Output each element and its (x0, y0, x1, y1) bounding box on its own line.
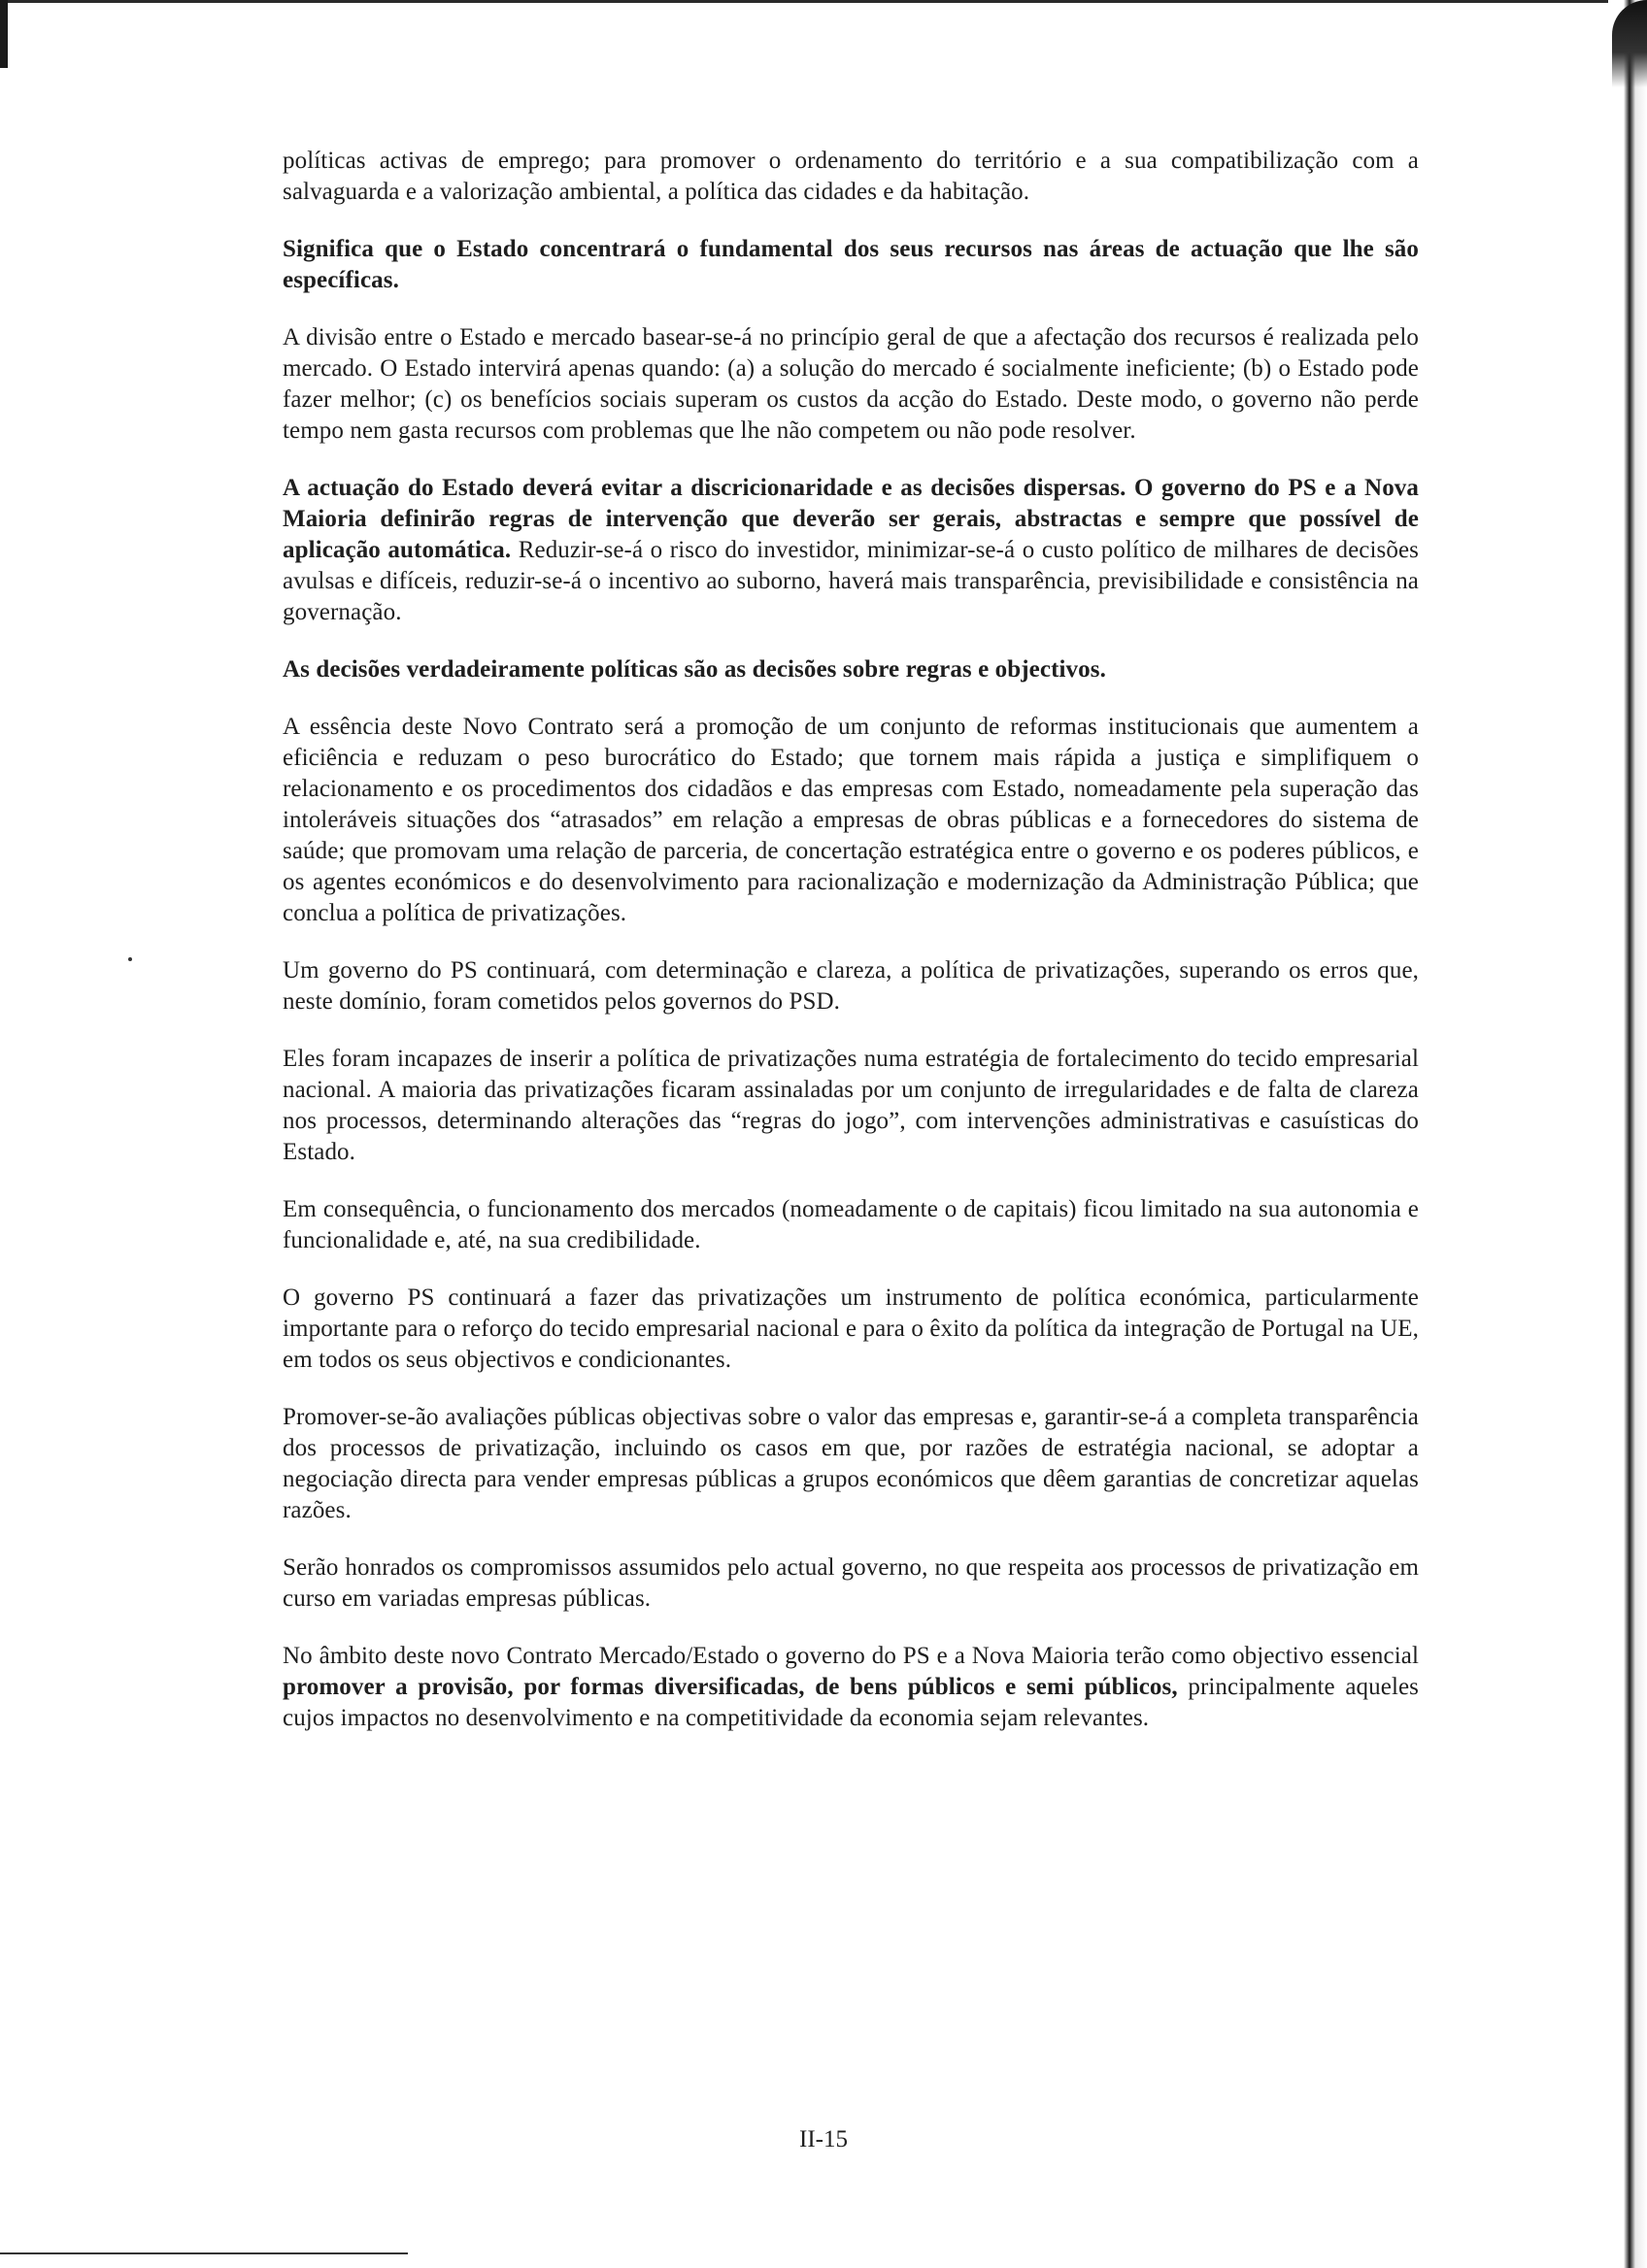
paragraph-5 (283, 654, 1419, 685)
paragraph-12 (283, 1552, 1419, 1615)
paragraph-8 (283, 1044, 1419, 1168)
paragraph-13 (283, 1641, 1419, 1734)
paragraph-3-text: A divisão entre o Estado e mercado basear-se-á no princípio geral de que a afectação dos recursos é realizada pelo mercado. O Estado intervirá apenas quando: (a) a solução do mercado é socialmente ineficiente; (b) o Estado pode fazer melhor; (c) os benefícios sociais superam os custos da acção do Estado. Deste modo, o governo não perde tempo nem gasta recursos com problemas que lhe não competem ou não pode resolver. (283, 324, 1419, 444)
paragraph-13-text-a: No âmbito deste novo Contrato Mercado/Estado o governo do PS e a Nova Maioria terão como objectivo essencial (283, 1643, 1419, 1669)
paragraph-8-text: Eles foram incapazes de inserir a política de privatizações numa estratégia de fortalecimento do tecido empresarial nacional. A maioria das privatizações ficaram assinaladas por um conjunto de irregularidades e de falta de clareza nos processos, determinando alterações das “regras do jogo”, com intervenções administrativas e casuísticas do Estado. (283, 1046, 1419, 1165)
paragraph-11 (283, 1402, 1419, 1526)
paragraph-3 (283, 322, 1419, 447)
paragraph-5-text: As decisões verdadeiramente políticas são as decisões sobre regras e objectivos. (283, 656, 1106, 683)
scan-edge-right (1608, 0, 1647, 2268)
scan-edge-bottom (0, 2252, 408, 2254)
document-body (283, 146, 1419, 1760)
page-number: II-15 (799, 2126, 848, 2152)
paragraph-13-bold-text: promover a provisão, por formas diversificadas, de bens públicos e semi públicos, (283, 1674, 1178, 1700)
scan-edge-top (0, 0, 1647, 8)
paragraph-2 (283, 234, 1419, 296)
paragraph-12-text: Serão honrados os compromissos assumidos pelo actual governo, no que respeita aos processos de privatização em curso em variadas empresas públicas. (283, 1554, 1419, 1612)
stray-mark (128, 957, 132, 961)
paragraph-1-text: políticas activas de emprego; para promover o ordenamento do território e a sua compatibilização com a salvaguarda e a valorização ambiental, a política das cidades e da habitação. (283, 148, 1419, 205)
paragraph-2-text: Significa que o Estado concentrará o fundamental dos seus recursos nas áreas de actuação que lhe são específicas. (283, 236, 1419, 293)
paragraph-11-text: Promover-se-ão avaliações públicas objectivas sobre o valor das empresas e, garantir-se-á a completa transparência dos processos de privatização, incluindo os casos em que, por razões de estratégia nacional, se adoptar a negociação directa para vender empresas públicas a grupos económicos que dêem garantias de concretizar aquelas razões. (283, 1404, 1419, 1523)
paragraph-7 (283, 955, 1419, 1017)
paragraph-1 (283, 146, 1419, 208)
scan-corner-top-left (0, 0, 8, 68)
paragraph-6-text: A essência deste Novo Contrato será a promoção de um conjunto de reformas institucionais que aumentem a eficiência e reduzam o peso burocrático do Estado; que tornem mais rápida a justiça e simplifiquem o relacionamento e os procedimentos dos cidadãos e das empresas com Estado, nomeadamente pela superação das intoleráveis situações dos “atrasados” em relação a empresas de obras públicas e a fornecedores do sistema de saúde; que promovam uma relação de parceria, de concertação estratégica entre o governo e os poderes públicos, e os agentes económicos e do desenvolvimento para racionalização e modernização da Administração Pública; que conclua a política de privatizações. (283, 714, 1419, 926)
paragraph-7-text: Um governo do PS continuará, com determinação e clareza, a política de privatizações, superando os erros que, neste domínio, foram cometidos pelos governos do PSD. (283, 957, 1419, 1015)
paragraph-4 (283, 473, 1419, 628)
paragraph-10 (283, 1283, 1419, 1376)
paragraph-4-text: Reduzir-se-á o risco do investidor, minimizar-se-á o custo político de milhares de decisões avulsas e difíceis, reduzir-se-á o incentivo ao suborno, haverá mais transparência, previsibilidade e consistência na governação. (283, 537, 1419, 625)
paragraph-13-text-b: principalmente aqueles cujos impactos no desenvolvimento e na competitividade da economia sejam relevantes. (283, 1674, 1420, 1731)
paragraph-9 (283, 1194, 1419, 1256)
paragraph-10-text: O governo PS continuará a fazer das privatizações um instrumento de política económica, particularmente importante para o reforço do tecido empresarial nacional e para o êxito da política da integração de Portugal na UE, em todos os seus objectivos e condicionantes. (283, 1284, 1419, 1373)
paragraph-9-text: Em consequência, o funcionamento dos mercados (nomeadamente o de capitais) ficou limitado na sua autonomia e funcionalidade e, até, na sua credibilidade. (283, 1196, 1419, 1253)
paragraph-4-bold-text: A actuação do Estado deverá evitar a discricionaridade e as decisões dispersas. O governo do PS e a Nova Maioria definirão regras de intervenção que deverão ser gerais, abstractas e sempre que possível de aplicação automática. (283, 475, 1419, 563)
paragraph-6 (283, 712, 1419, 929)
